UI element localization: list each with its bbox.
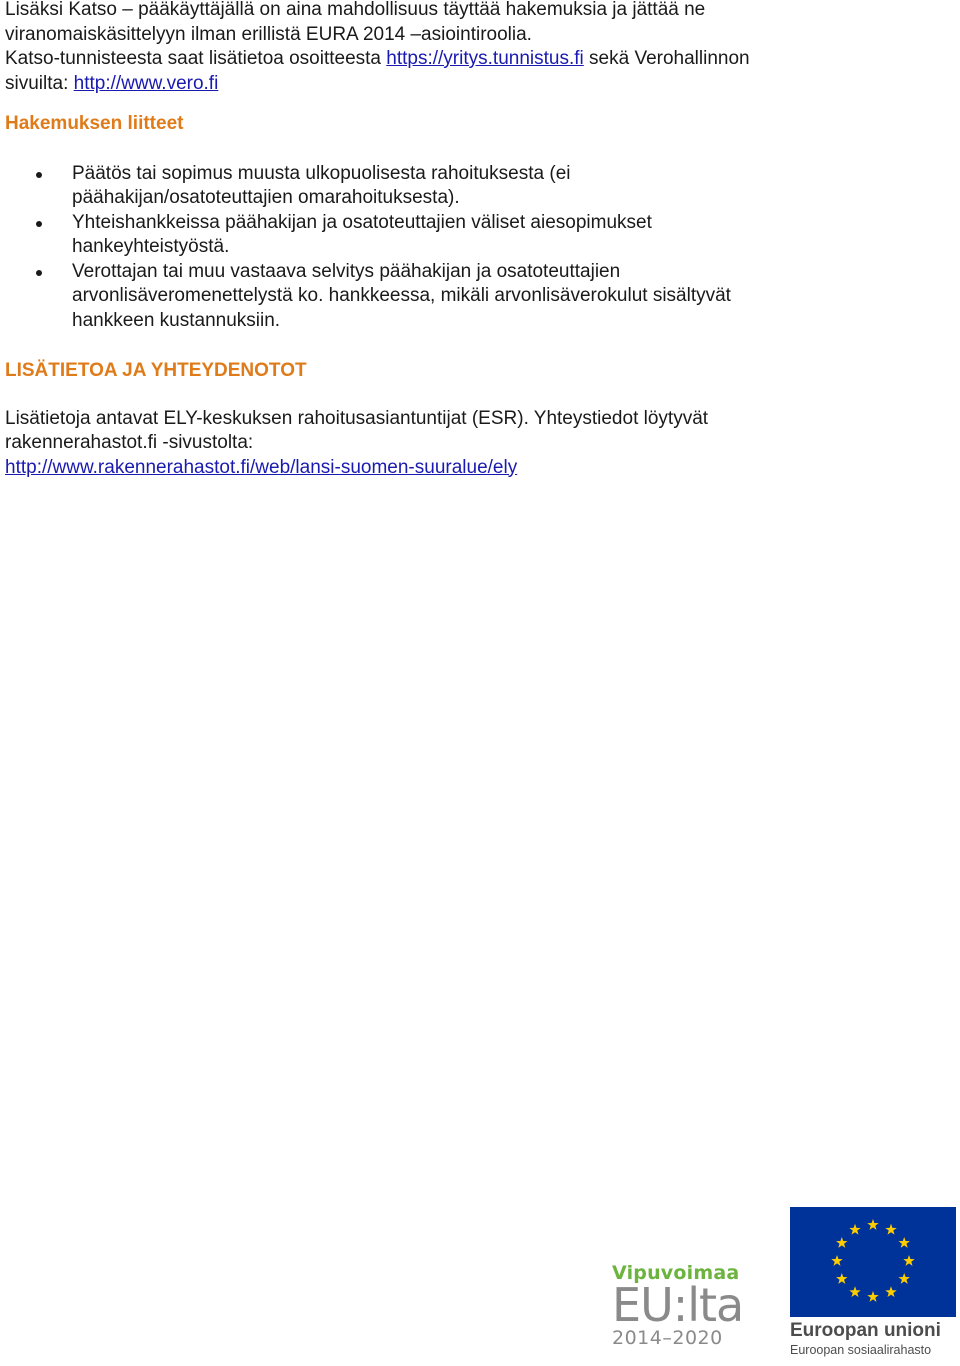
intro-line: viranomaiskäsittelyyn ilman erillistä EURA 2014 –asiointiroolia. [5,23,532,45]
contact-line: Lisätietoja antavat ELY-keskuksen rahoitusasiantuntijat (ESR). Yhteystiedot löytyvät [5,407,709,429]
list-item-text: hankkeen kustannuksiin. [72,309,281,331]
list-item-text: hankeyhteistyöstä. [72,236,230,257]
vipuvoimaa-title: Vipuvoimaa [612,1262,740,1284]
eu-name: Euroopan unioni [790,1320,941,1341]
vipuvoimaa-logo [612,1262,762,1362]
intro-text: Katso-tunnisteesta saat lisätietoa osoitteesta [5,48,387,69]
bullet-icon [36,221,42,227]
contact-paragraph [5,407,945,481]
list-item-text: Yhteishankkeissa päähakijan ja osatoteuttajien väliset aiesopimukset [72,211,652,233]
eu-fund-name: Euroopan sosiaalirahasto [790,1343,932,1357]
vero-link[interactable]: http://www.vero.fi [73,72,219,94]
eu-logo [790,1207,956,1358]
attachments-list [5,162,945,334]
bullet-icon [36,270,42,276]
intro-line [5,72,945,97]
attachments-heading: Hakemuksen liitteet [5,113,184,134]
list-item-text: Verottajan tai muu vastaava selvitys päähakijan ja osatoteuttajien [72,260,621,282]
list-item-text: päähakijan/osatoteuttajien omarahoituksesta). [72,187,460,208]
list-item-text: arvonlisäveromenettelystä ko. hankkeessa, mikäli arvonlisäverokulut sisältyvät [72,285,731,306]
intro-text: sekä Verohallinnon [583,48,750,69]
contact-heading: LISÄTIETOA JA YHTEYDENOTOT [5,360,307,381]
list-item-text: Päätös tai sopimus muusta ulkopuolisesta rahoituksesta (ei [72,162,571,184]
list-item [5,260,945,334]
contact-line [5,456,945,481]
list-item [5,162,945,211]
intro-text: sivuilta: [5,72,74,94]
vipuvoimaa-years: 2014–2020 [612,1327,723,1349]
vipuvoimaa-eu-text: EU:lta [612,1278,744,1332]
eu-flag-icon [790,1207,956,1317]
list-item [5,211,945,260]
intro-line: Lisäksi Katso – pääkäyttäjällä on aina mahdollisuus täyttää hakemuksia ja jättää ne [5,0,706,20]
yritys-tunnistus-link[interactable]: https://yritys.tunnistus.fi [386,48,584,69]
contact-line: rakennerahastot.fi -sivustolta: [5,432,254,453]
bullet-icon [36,172,42,178]
intro-paragraph [5,0,945,96]
intro-line [5,47,945,72]
document-page [5,0,945,480]
rakennerahastot-link[interactable]: http://www.rakennerahastot.fi/web/lansi-suomen-suuralue/ely [5,456,518,478]
